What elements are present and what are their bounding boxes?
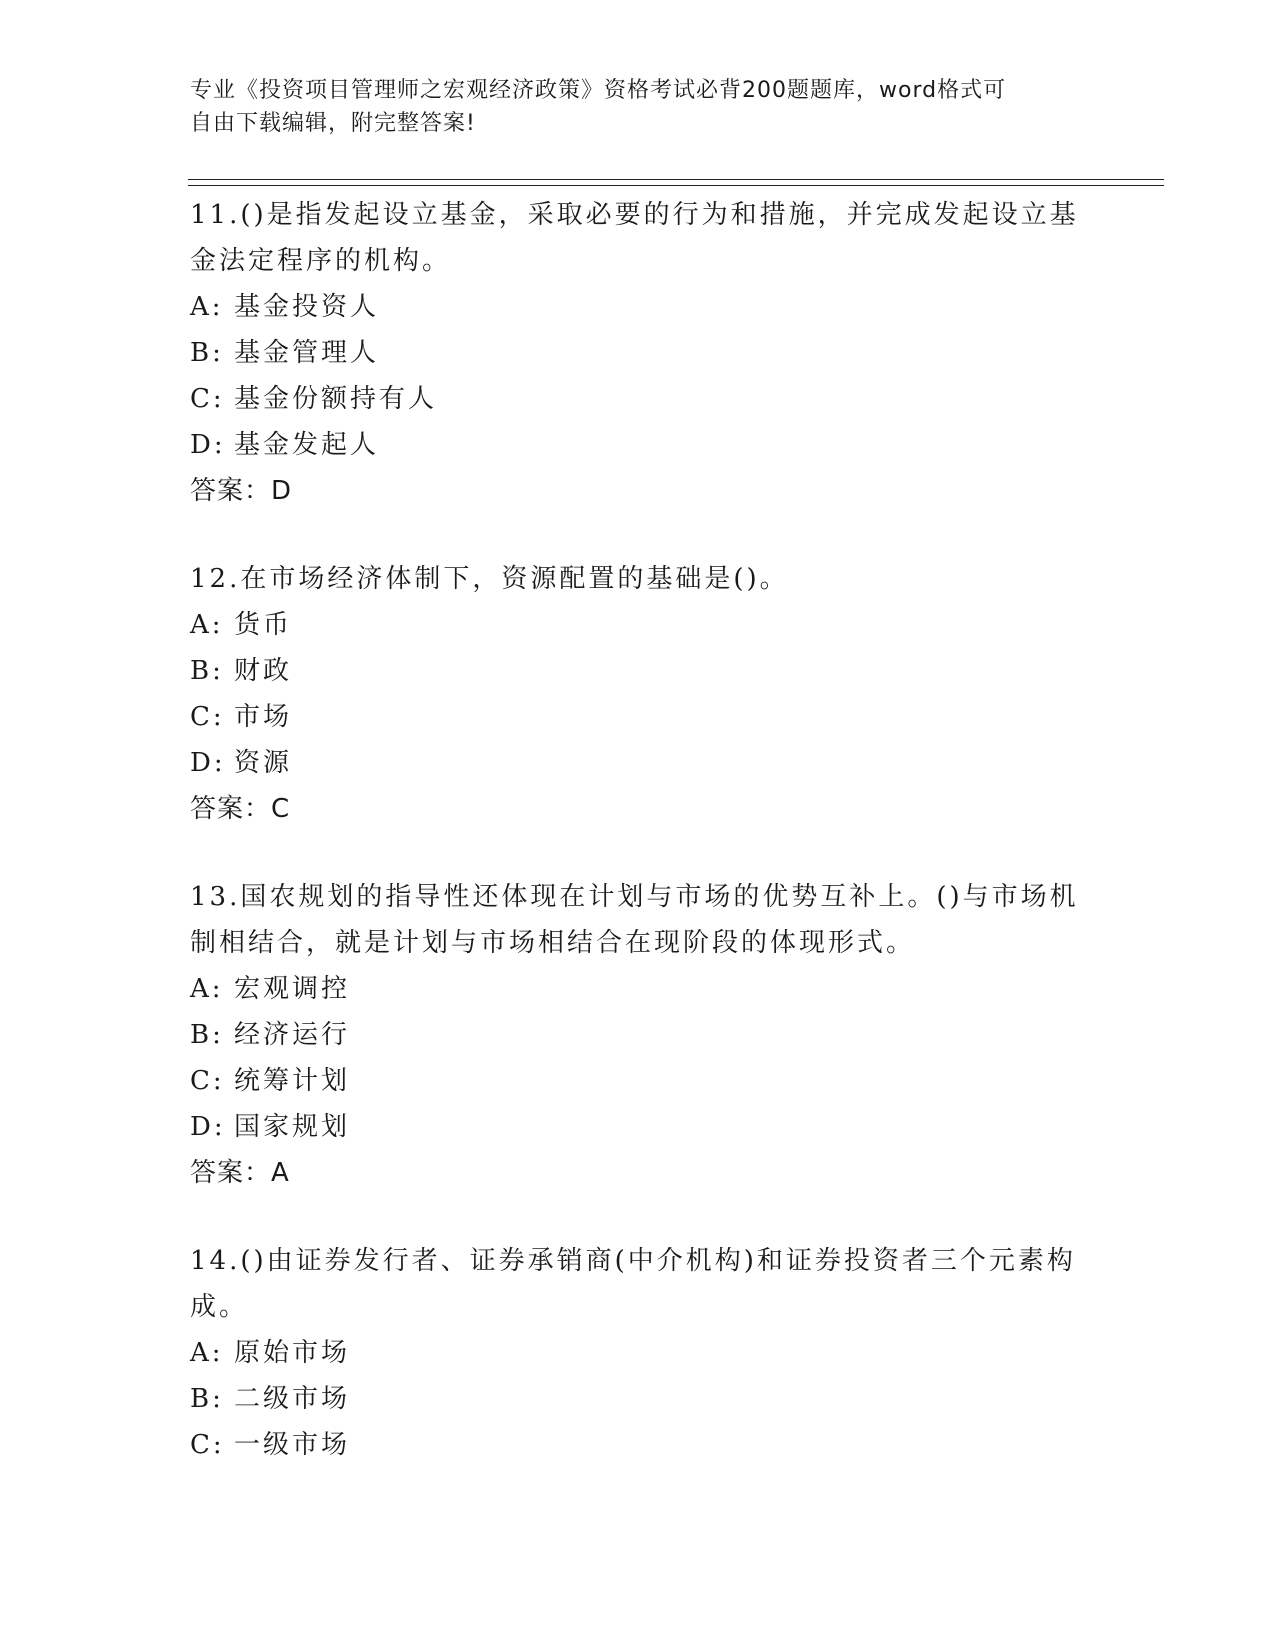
option-key: B: [190,338,224,368]
option-key: B: [190,1384,224,1414]
option-text: 原始市场 [234,1338,351,1368]
option-row [190,1376,1090,1422]
option-key: C: [190,1066,225,1096]
answer-line: 答案：C [190,794,291,824]
option-key: D: [190,430,226,460]
option-key: A: [190,1338,224,1368]
option-key: D: [190,1112,226,1142]
option-key: B: [190,656,224,686]
option-row [190,648,1090,694]
answer-line: 答案：D [190,476,293,506]
question-item [190,874,1090,1196]
option-text: 基金管理人 [234,338,380,368]
option-text: 资源 [234,748,293,778]
option-row [190,1104,1090,1150]
option-text: 经济运行 [234,1020,351,1050]
option-row [190,966,1090,1012]
question-text: 13.国农规划的指导性还体现在计划与市场的优势互补上。()与市场机制相结合，就是计划与市场相结合在现阶段的体现形式。 [190,882,1079,958]
option-row [190,330,1090,376]
option-row [190,376,1090,422]
option-text: 国家规划 [234,1112,351,1142]
option-row [190,602,1090,648]
option-row [190,1330,1090,1376]
header-divider-bottom [188,185,1164,186]
option-row [190,1012,1090,1058]
option-key: D: [190,748,226,778]
question-list [190,192,1090,1510]
option-text: 财政 [234,656,293,686]
question-text: 12.在市场经济体制下，资源配置的基础是()。 [190,564,789,594]
option-key: C: [190,702,225,732]
option-text: 宏观调控 [234,974,351,1004]
option-row [190,694,1090,740]
option-row [190,1058,1090,1104]
option-text: 基金投资人 [234,292,380,322]
option-text: 一级市场 [234,1430,351,1460]
question-item [190,556,1090,832]
option-row [190,740,1090,786]
question-text: 11.()是指发起设立基金，采取必要的行为和措施，并完成发起设立基金法定程序的机构。 [190,200,1079,276]
question-item [190,1238,1090,1468]
option-key: C: [190,384,225,414]
option-key: A: [190,974,224,1004]
option-row [190,284,1090,330]
option-text: 基金份额持有人 [234,384,438,414]
option-text: 货币 [234,610,293,640]
answer-line: 答案：A [190,1158,290,1188]
option-text: 基金发起人 [234,430,380,460]
option-key: A: [190,610,224,640]
option-text: 市场 [234,702,293,732]
option-key: B: [190,1020,224,1050]
option-row [190,422,1090,468]
option-text: 统筹计划 [234,1066,351,1096]
document-intro: 专业《投资项目管理师之宏观经济政策》资格考试必背200题题库，word格式可 自由下载编辑，附完整答案! [190,78,1007,136]
option-key: C: [190,1430,225,1460]
header-divider-top [188,179,1164,180]
option-text: 二级市场 [234,1384,351,1414]
question-text: 14.()由证券发行者、证券承销商(中介机构)和证券投资者三个元素构成。 [190,1246,1076,1322]
option-row [190,1422,1090,1468]
option-key: A: [190,292,224,322]
question-item [190,192,1090,514]
